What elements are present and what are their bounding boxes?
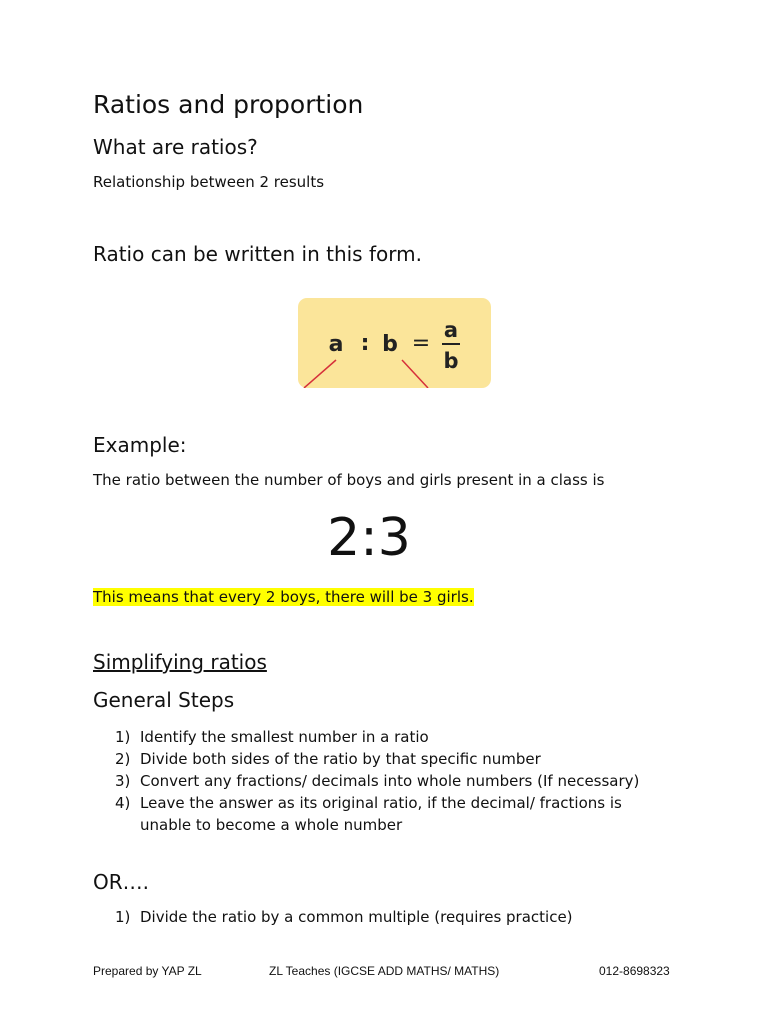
step-text: Divide both sides of the ratio by that specific number: [140, 750, 541, 768]
footer-author: Prepared by YAP ZL: [93, 964, 202, 978]
page-title: Ratios and proportion: [93, 90, 364, 119]
general-steps-list: [115, 726, 675, 836]
footer-phone: 012-8698323: [599, 964, 670, 978]
step-text: Leave the answer as its original ratio, if the decimal/ fractions is unable to become a whole number: [140, 794, 622, 834]
example-statement: The ratio between the number of boys and girls present in a class is: [93, 471, 605, 489]
step-number: 1): [115, 908, 131, 926]
ratio-form-heading: Ratio can be written in this form.: [93, 242, 422, 266]
or-heading: OR….: [93, 870, 149, 894]
example-highlight: [93, 587, 474, 607]
highlighted-text: This means that every 2 boys, there will be 3 girls.: [93, 588, 474, 606]
step-number: 1): [115, 728, 131, 746]
example-ratio: 2:3: [327, 508, 411, 568]
figure-term-b: b: [382, 332, 398, 357]
step-item: [115, 792, 675, 836]
step-item: [115, 748, 675, 770]
general-steps-heading: General Steps: [93, 688, 235, 712]
step-number: 4): [115, 794, 131, 812]
step-text: Convert any fractions/ decimals into whole numbers (If necessary): [140, 772, 640, 790]
figure-colon: :: [360, 331, 370, 356]
step-item: [115, 770, 675, 792]
figure-numerator: a: [443, 318, 459, 342]
figure-denominator: b: [443, 349, 459, 373]
ratio-definition: Relationship between 2 results: [93, 173, 325, 191]
step-text: Divide the ratio by a common multiple (requires practice): [140, 908, 573, 926]
step-item: [115, 726, 675, 748]
example-heading: Example:: [93, 433, 187, 457]
figure-equals: =: [411, 331, 431, 356]
or-steps-list: [115, 906, 675, 928]
step-number: 3): [115, 772, 131, 790]
step-number: 2): [115, 750, 131, 768]
simplifying-heading: Simplifying ratios: [93, 650, 267, 674]
step-text: Identify the smallest number in a ratio: [140, 728, 429, 746]
step-item: [115, 906, 675, 928]
section-heading-what-are-ratios: What are ratios?: [93, 135, 258, 159]
figure-term-a: a: [328, 332, 344, 357]
ratio-form-figure: [298, 298, 491, 388]
footer-brand: ZL Teaches (IGCSE ADD MATHS/ MATHS): [269, 964, 500, 978]
